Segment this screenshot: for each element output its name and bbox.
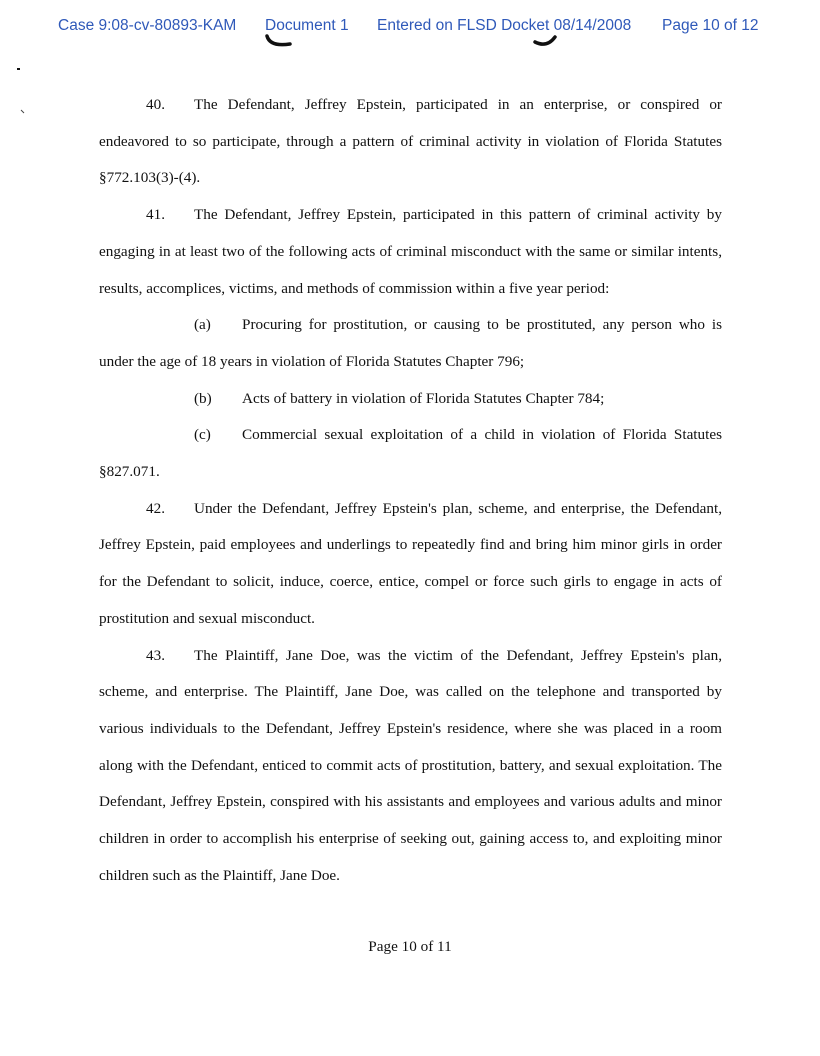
paragraph-41 bbox=[99, 197, 722, 307]
subitem-text: Procuring for prostitution, or causing to be prostituted, any person who is under the age of 18 years in violation of Florida Statutes Chapter 796; bbox=[99, 316, 722, 370]
scan-mark-left bbox=[264, 34, 294, 50]
scan-dot bbox=[16, 66, 22, 72]
header-page-count: Page 10 of 12 bbox=[662, 17, 759, 34]
scan-tick bbox=[20, 109, 26, 115]
paragraph-number: 43. bbox=[146, 646, 165, 664]
paragraph-text: The Defendant, Jeffrey Epstein, participated in this pattern of criminal activity by engaging in at least two of the following acts of criminal misconduct with the same or similar intents, results, accomplices, victims, and methods of commission within a five year period: bbox=[99, 206, 722, 297]
docket-entry-date: Entered on FLSD Docket 08/14/2008 bbox=[377, 17, 632, 34]
paragraph-43 bbox=[99, 638, 722, 895]
paragraph-40 bbox=[99, 87, 722, 197]
subitem-a bbox=[99, 307, 722, 380]
body-text bbox=[99, 87, 722, 894]
paragraph-text: The Defendant, Jeffrey Epstein, participated in an enterprise, or conspired or endeavored to so participate, through a pattern of criminal activity in violation of Florida Statutes §772.103(3)-(4). bbox=[99, 96, 722, 187]
subitem-label: (a) bbox=[194, 316, 211, 334]
document-number: Document 1 bbox=[265, 17, 349, 34]
subitem-b bbox=[99, 381, 722, 418]
paragraph-text: The Plaintiff, Jane Doe, was the victim of the Defendant, Jeffrey Epstein's plan, scheme, and enterprise. The Plaintiff, Jane Doe, was called on the telephone and transported by various individuals to the Defendant, Jeffrey Epstein's residence, where she was placed in a room along with the Defendant, enticed to commit acts of prostitution, battery, and sexual exploitation. The Defendant, Jeffrey Epstein, conspired with his assistants and employees and various adults and minor children in order to accomplish his enterprise of seeking out, gaining access to, and exploiting minor children such as the Plaintiff, Jane Doe. bbox=[99, 646, 722, 884]
subitem-label: (b) bbox=[194, 389, 212, 407]
paragraph-number: 40. bbox=[146, 96, 165, 113]
paragraph-number: 41. bbox=[146, 206, 165, 224]
paragraph-number: 42. bbox=[146, 499, 165, 517]
subitem-text: Commercial sexual exploitation of a child in violation of Florida Statutes §827.071. bbox=[99, 426, 722, 481]
subitem-c bbox=[99, 417, 722, 490]
subitem-label: (c) bbox=[194, 426, 211, 444]
scan-mark-right bbox=[533, 34, 559, 50]
paragraph-42 bbox=[99, 491, 722, 638]
subitem-text: Acts of battery in violation of Florida Statutes Chapter 784; bbox=[242, 389, 605, 407]
paragraph-text: Under the Defendant, Jeffrey Epstein's plan, scheme, and enterprise, the Defendant, Jeffrey Epstein, paid employees and underlings to repeatedly find and bring him minor girls in order for the Defendant to solicit, induce, coerce, entice, compel or force such girls to engage in acts of prostitution and sexual misconduct. bbox=[99, 499, 722, 627]
case-number: Case 9:08-cv-80893-KAM bbox=[58, 17, 237, 34]
page-footer: Page 10 of 11 bbox=[368, 938, 452, 955]
